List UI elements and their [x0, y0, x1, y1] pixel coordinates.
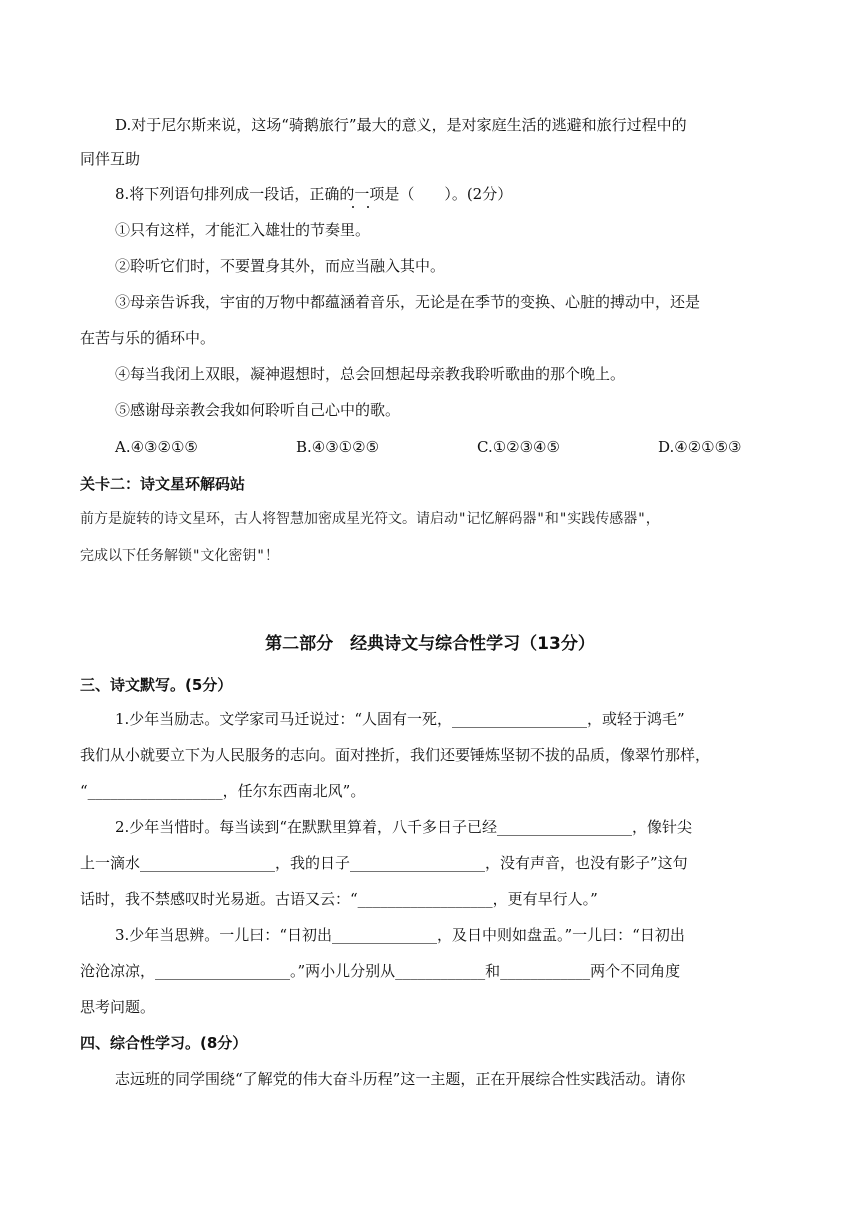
q8-sentence-3-line2: 在苦与乐的循环中。	[80, 329, 216, 347]
section3-q3-line3: 思考问题。	[80, 998, 156, 1016]
q8-option-d: D.④②①⑤③	[658, 438, 742, 456]
q8-option-a: A.④③②①⑤	[115, 438, 198, 456]
section4-heading: 四、综合性学习。(8分）	[80, 1034, 248, 1052]
q8-option-c: C.①②③④⑤	[477, 438, 560, 456]
part2-title: 第二部分 经典诗文与综合性学习（13分）	[265, 634, 595, 654]
section4-intro: 志远班的同学围绕“了解党的伟大奋斗历程”这一主题，正在开展综合性实践活动。请你	[115, 1070, 686, 1088]
section3-q1-line3: “__________________，任尔东西南北风”。	[80, 782, 366, 800]
section3-q2-line3: 话时，我不禁感叹时光易逝。古语又云：“__________________，更有早行人。”	[80, 890, 598, 908]
section3-q1-line1: 1.少年当励志。文学家司马迁说过：“人固有一死，__________________，或轻于鸿毛”	[115, 710, 685, 728]
level2-intro-line2: 完成以下任务解锁"文化密钥"！	[80, 548, 279, 564]
q8-sentence-5: ⑤感谢母亲教会我如何聆听自己心中的歌。	[115, 401, 401, 419]
q8-sentence-3-line1: ③母亲告诉我，宇宙的万物中都蕴涵着音乐，无论是在季节的变换、心脏的搏动中，还是	[115, 293, 701, 311]
q8-sentence-1: ①只有这样，才能汇入雄壮的节奏里。	[115, 221, 371, 239]
q8-sentence-2: ②聆听它们时，不要置身其外，而应当融入其中。	[115, 257, 446, 275]
q8-sentence-4: ④每当我闭上双眼，凝神遐想时，总会回想起母亲教我聆听歌曲的那个晚上。	[115, 365, 626, 383]
section3-heading: 三、诗文默写。(5分）	[80, 676, 233, 694]
level2-intro-line1: 前方是旋转的诗文星环，古人将智慧加密成星光符文。请启动"记忆解码器"和"实践传感器"，	[80, 511, 660, 527]
section3-q2-line1: 2.少年当惜时。每当读到“在默默里算着，八千多日子已经__________________，像针尖	[115, 818, 692, 836]
q7-option-d-line2: 同伴互助	[80, 150, 141, 168]
emphasis-dot	[352, 206, 354, 208]
level2-heading: 关卡二：诗文星环解码站	[80, 475, 246, 493]
q8-option-b: B.④③①②⑤	[296, 438, 380, 456]
emphasis-dot	[367, 206, 369, 208]
section3-q1-line2: 我们从小就要立下为人民服务的志向。面对挫折，我们还要锤炼坚韧不拔的品质，像翠竹那样，	[80, 746, 711, 764]
q7-option-d-line1: D.对于尼尔斯来说，这场“骑鹅旅行”最大的意义，是对家庭生活的逃避和旅行过程中的	[115, 116, 687, 134]
section3-q3-line2: 沧沧凉凉，__________________。”两小儿分别从____________和____________两个不同角度	[80, 962, 681, 980]
section3-q2-line2: 上一滴水__________________，我的日子__________________，没有声音，也没有影子”这句	[80, 854, 688, 872]
q8-stem: 8.将下列语句排列成一段话，正确的一项是（ ）。(2分）	[115, 185, 513, 203]
section3-q3-line1: 3.少年当思辨。一儿曰：“日初出______________，及日中则如盘盂。”一儿曰：“日初出	[115, 926, 685, 944]
